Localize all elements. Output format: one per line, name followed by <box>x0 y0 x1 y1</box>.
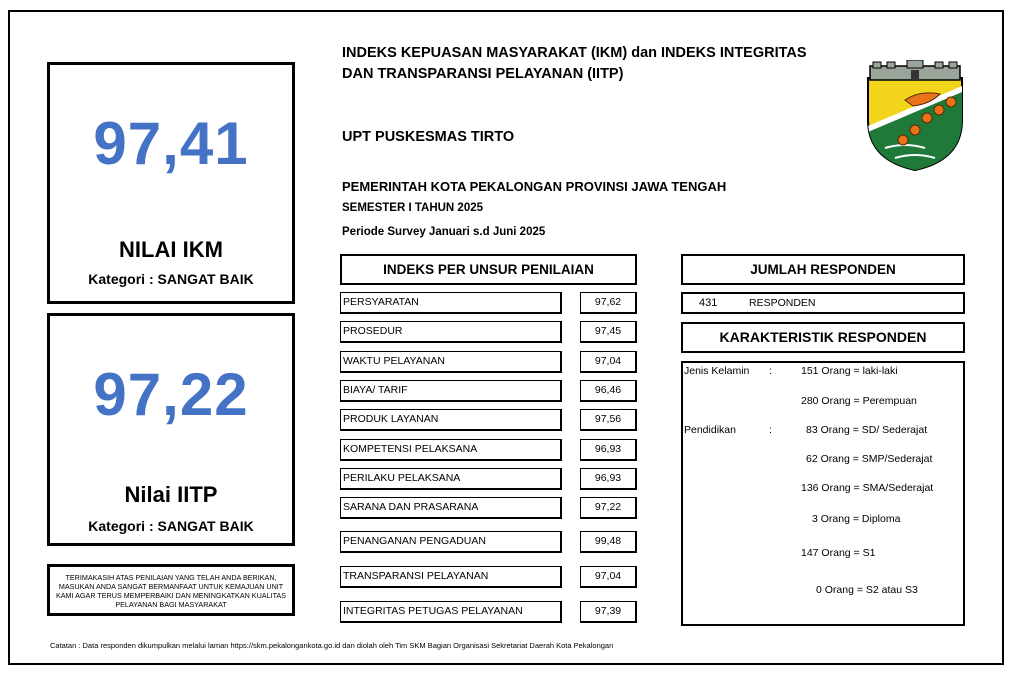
indeks-item-name: PENANGANAN PENGADUAN <box>340 531 562 553</box>
education-label: Pendidikan <box>684 424 736 436</box>
responden-count-box <box>681 292 965 314</box>
thanks-message: TERIMAKASIH ATAS PENILAIAN YANG TELAH ANDA BERIKAN, MASUKAN ANDA SANGAT BERMANFAAT UNTUK KEMAJUAN UNIT KAMI AGAR TERUS MEMPERBAIKI DAN MENINGKATKAN KUALITAS PELAYANAN BAGI MASYARAKAT <box>47 564 295 616</box>
indeks-item-name: TRANSPARANSI PELAYANAN <box>340 566 562 588</box>
indeks-item-value: 97,04 <box>580 351 637 373</box>
government-name: PEMERINTAH KOTA PEKALONGAN PROVINSI JAWA TENGAH <box>342 179 727 194</box>
iitp-box <box>47 313 295 546</box>
title-line-1: INDEKS KEPUASAN MASYARAKAT (IKM) dan INDEKS INTEGRITAS <box>342 45 807 61</box>
indeks-item-value: 97,22 <box>580 497 637 519</box>
gender-colon: : <box>769 365 772 377</box>
semester: SEMESTER I TAHUN 2025 <box>342 202 484 214</box>
title-line-2: DAN TRANSPARANSI PELAYANAN (IITP) <box>342 66 624 82</box>
pekalongan-city-emblem-icon <box>865 60 965 172</box>
education-s1: 147 Orang = S1 <box>801 547 876 559</box>
indeks-item-name: PROSEDUR <box>340 321 562 343</box>
indeks-item-value: 97,04 <box>580 566 637 588</box>
indeks-item-value: 97,39 <box>580 601 637 623</box>
indeks-item-value: 96,93 <box>580 468 637 490</box>
footer-note: Catatan : Data responden dikumpulkan melalui laman https://skm.pekalongankota.go.id dan diolah oleh Tim SKM Bagian Organisasi Sekretariat Daerah Kota Pekalongan <box>50 641 614 650</box>
gender-female: 280 Orang = Perempuan <box>801 395 917 407</box>
responden-title: JUMLAH RESPONDEN <box>681 254 965 285</box>
gender-label: Jenis Kelamin <box>684 365 750 377</box>
education-s2-s3: 0 Orang = S2 atau S3 <box>816 584 918 596</box>
ikm-score: 97,41 <box>93 110 249 177</box>
responden-unit-label: RESPONDEN <box>749 297 816 309</box>
unit-name: UPT PUSKESMAS TIRTO <box>342 129 515 145</box>
indeks-item-value: 96,46 <box>580 380 637 402</box>
indeks-item-name: KOMPETENSI PELAKSANA <box>340 439 562 461</box>
education-colon: : <box>769 424 772 436</box>
indeks-item-name: PERILAKU PELAKSANA <box>340 468 562 490</box>
gender-male: 151 Orang = laki-laki <box>801 365 898 377</box>
education-sd: 83 Orang = SD/ Sederajat <box>806 424 928 436</box>
indeks-item-name: PRODUK LAYANAN <box>340 409 562 431</box>
education-sma: 136 Orang = SMA/Sederajat <box>801 482 934 494</box>
indeks-item-name: INTEGRITAS PETUGAS PELAYANAN <box>340 601 562 623</box>
ikm-category: Kategori : SANGAT BAIK <box>88 271 254 287</box>
iitp-score: 97,22 <box>93 361 249 428</box>
education-diploma: 3 Orang = Diploma <box>812 513 901 525</box>
responden-count: 431 <box>699 297 718 309</box>
ikm-box <box>47 62 295 304</box>
iitp-category: Kategori : SANGAT BAIK <box>88 518 254 534</box>
indeks-item-name: WAKTU PELAYANAN <box>340 351 562 373</box>
indeks-item-name: BIAYA/ TARIF <box>340 380 562 402</box>
education-smp: 62 Orang = SMP/Sederajat <box>806 453 933 465</box>
indeks-item-value: 97,56 <box>580 409 637 431</box>
indeks-item-value: 97,62 <box>580 292 637 314</box>
survey-period: Periode Survey Januari s.d Juni 2025 <box>342 226 546 238</box>
karakteristik-title: KARAKTERISTIK RESPONDEN <box>681 322 965 353</box>
indeks-title: INDEKS PER UNSUR PENILAIAN <box>340 254 637 285</box>
iitp-label: Nilai IITP <box>124 482 218 507</box>
indeks-item-name: PERSYARATAN <box>340 292 562 314</box>
indeks-item-value: 97,45 <box>580 321 637 343</box>
indeks-item-value: 96,93 <box>580 439 637 461</box>
indeks-item-value: 99,48 <box>580 531 637 553</box>
ikm-label: NILAI IKM <box>119 237 223 262</box>
indeks-item-name: SARANA DAN PRASARANA <box>340 497 562 519</box>
